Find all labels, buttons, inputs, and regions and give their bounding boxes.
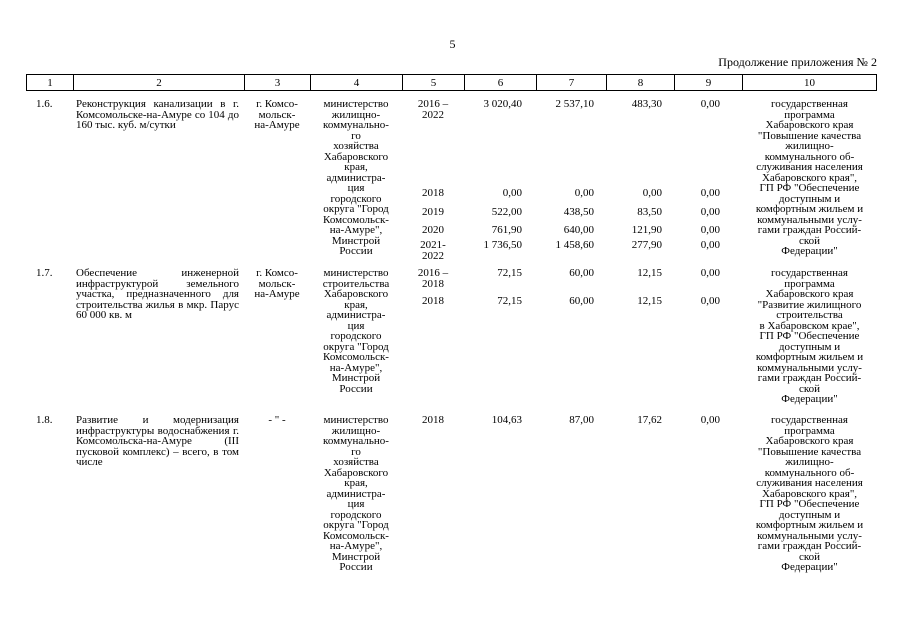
row-number: 1.6. (36, 98, 53, 110)
value-total: 104,63 (491, 414, 522, 426)
value-col9: 0,00 (700, 414, 720, 426)
value-col8: 277,90 (631, 239, 662, 251)
row-executor: министерство жилищно- коммунально- го хозяйства Хабаровского края, администра- ция городского округа "Город Комсомольск- на-Амуре", Минстрой России (323, 98, 389, 257)
value-col7: 2 537,10 (555, 98, 594, 110)
value-col8: 83,50 (637, 206, 662, 218)
value-col9: 0,00 (700, 206, 720, 218)
value-col7: 1 458,60 (555, 239, 594, 251)
year-period: 2018 (422, 414, 444, 426)
row-place: - " - (268, 414, 286, 426)
value-total: 72,15 (497, 295, 522, 307)
value-col9: 0,00 (700, 267, 720, 279)
header-cell-5: 5 (402, 74, 464, 91)
header-cell-8: 8 (606, 74, 674, 91)
value-col8: 0,00 (642, 187, 662, 199)
header-cell-3: 3 (244, 74, 310, 91)
value-col8: 121,90 (631, 224, 662, 236)
value-total: 522,00 (491, 206, 522, 218)
row-program: государственная программа Хабаровского края "Повышение качества жилищно- коммунального об- служивания населения Хабаровского края", ГП РФ "Обеспечение доступным и комфортным жильем и коммунальными услу- гами граждан Россий- ской Федерации" (755, 98, 864, 257)
header-cell-6: 6 (464, 74, 536, 91)
row-name: Развитие и модернизация инфраструктуры водоснабжения г. Комсомольска-на-Амуре (III пусковой комплекс) – всего, в том числе (76, 414, 239, 468)
row-number: 1.7. (36, 267, 53, 279)
value-col9: 0,00 (700, 224, 720, 236)
row-executor: министерство жилищно- коммунально- го хозяйства Хабаровского края, администра- ция городского округа "Город Комсомольск- на-Амуре", Минстрой России (323, 414, 389, 573)
header-cell-1: 1 (26, 74, 73, 91)
page-number: 5 (449, 37, 456, 51)
year-period: 2018 (422, 187, 444, 199)
header-cell-2: 2 (73, 74, 244, 91)
year-period: 2016 – 2018 (417, 267, 449, 290)
year-period: 2019 (422, 206, 444, 218)
value-total: 1 736,50 (483, 239, 522, 251)
value-col8: 12,15 (637, 295, 662, 307)
row-place: г. Комсо- мольск- на-Амуре (254, 267, 300, 300)
row-program: государственная программа Хабаровского края "Повышение качества жилищно- коммунального об- служивания населения Хабаровского края", ГП РФ "Обеспечение доступным и комфортным жильем и коммунальными услу- гами граждан Россий- ской Федерации" (755, 414, 864, 573)
header-cell-7: 7 (536, 74, 606, 91)
value-total: 72,15 (497, 267, 522, 279)
row-name: Реконструкция канализации в г. Комсомольске-на-Амуре со 104 до 160 тыс. куб. м/сутки (76, 98, 239, 131)
value-col8: 483,30 (631, 98, 662, 110)
year-period: 2021- 2022 (420, 239, 446, 262)
value-col9: 0,00 (700, 187, 720, 199)
header-cell-4: 4 (310, 74, 402, 91)
header-cell-9: 9 (674, 74, 742, 91)
value-total: 761,90 (491, 224, 522, 236)
value-col8: 17,62 (637, 414, 662, 426)
value-col7: 640,00 (563, 224, 594, 236)
value-col7: 87,00 (569, 414, 594, 426)
continuation-label: Продолжение приложения № 2 (718, 55, 877, 69)
row-number: 1.8. (36, 414, 53, 426)
value-total: 0,00 (502, 187, 522, 199)
row-program: государственная программа Хабаровского края "Развитие жилищного строительства в Хабаровском крае", ГП РФ "Обеспечение доступным и комфортным жильем и коммунальными услу- гами граждан Россий- ской Федерации" (755, 267, 864, 405)
value-total: 3 020,40 (483, 98, 522, 110)
value-col9: 0,00 (700, 239, 720, 251)
value-col7: 60,00 (569, 267, 594, 279)
year-period: 2016 – 2022 (417, 98, 449, 121)
value-col9: 0,00 (700, 295, 720, 307)
value-col7: 0,00 (574, 187, 594, 199)
header-cell-10: 10 (742, 74, 877, 91)
year-period: 2018 (422, 295, 444, 307)
row-place: г. Комсо- мольск- на-Амуре (254, 98, 300, 131)
row-name: Обеспечение инженерной инфраструктурой земельного участка, предназначенного для строительства жилья в мкр. Парус 60 000 кв. м (76, 267, 239, 321)
value-col7: 60,00 (569, 295, 594, 307)
value-col9: 0,00 (700, 98, 720, 110)
row-executor: министерство строительства Хабаровского края, администра- ция городского округа "Город Комсомольск- на-Амуре", Минстрой России (322, 267, 390, 395)
value-col7: 438,50 (563, 206, 594, 218)
value-col8: 12,15 (637, 267, 662, 279)
year-period: 2020 (422, 224, 444, 236)
